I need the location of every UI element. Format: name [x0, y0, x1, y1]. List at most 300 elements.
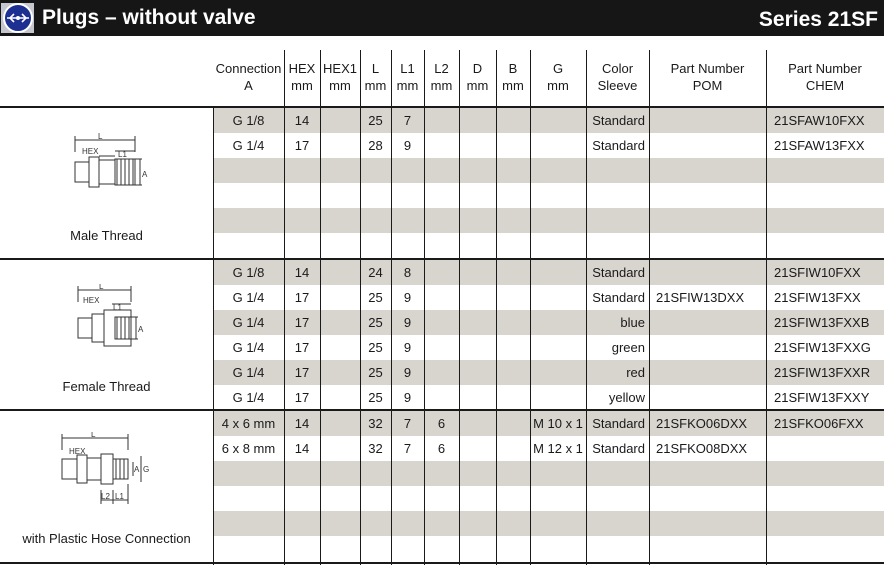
table-cell-l	[360, 183, 391, 208]
drawing-label-l: L	[99, 284, 104, 291]
column-header-line2: CHEM	[805, 78, 845, 93]
table-cell-b	[496, 360, 530, 385]
table-cell-part-number-chem: 21SFAW13FXX	[774, 138, 865, 153]
table-cell-d	[459, 183, 496, 208]
table-cell-color-sleeve	[586, 511, 649, 536]
table-cell-g: M 12 x 1	[533, 441, 583, 456]
table-cell-d	[459, 133, 496, 158]
column-divider	[766, 50, 767, 565]
column-header-g	[530, 60, 586, 94]
column-header-connection	[213, 60, 284, 94]
table-cell-part-number-chem	[766, 536, 884, 561]
table-cell-connection	[213, 536, 284, 561]
table-cell-color-sleeve	[586, 486, 649, 511]
table-cell-b	[496, 436, 530, 461]
table-cell-part-number-pom	[649, 158, 766, 183]
table-cell-hex	[284, 511, 320, 536]
table-cell-b	[496, 461, 530, 486]
table-cell-g: M 10 x 1	[533, 416, 583, 431]
table-cell-part-number-pom: 21SFKO06DXX	[656, 416, 748, 431]
column-divider	[530, 50, 531, 565]
group-label-female-thread: Female Thread	[62, 379, 151, 394]
table-cell-connection	[213, 183, 284, 208]
table-cell-l1: 9	[403, 138, 412, 153]
table-cell-part-number-chem: 21SFAW10FXX	[774, 113, 865, 128]
drawing-label-l: L	[91, 432, 96, 439]
column-divider	[459, 50, 460, 565]
column-header-line1: Color	[601, 61, 634, 76]
group-label-male-thread: Male Thread	[70, 228, 143, 243]
table-cell-hex1	[320, 411, 360, 436]
table-row	[213, 486, 884, 511]
table-cell-b	[496, 158, 530, 183]
table-cell-g	[530, 208, 586, 233]
table-cell-part-number-chem: 21SFIW13FXXB	[774, 315, 870, 330]
table-cell-color-sleeve	[586, 183, 649, 208]
drawing-label-l1: L1	[118, 150, 127, 159]
table-cell-part-number-chem	[766, 486, 884, 511]
column-header-line2: POM	[692, 78, 723, 93]
table-cell-color-sleeve: Standard	[592, 113, 645, 128]
table-cell-connection	[213, 208, 284, 233]
column-header-line1: Part Number	[670, 61, 745, 76]
table-row	[213, 360, 884, 385]
table-cell-l1: 9	[403, 390, 412, 405]
table-cell-part-number-pom	[649, 536, 766, 561]
column-header-color-sleeve	[586, 60, 649, 94]
table-cell-part-number-pom	[649, 511, 766, 536]
table-cell-b	[496, 108, 530, 133]
table-cell-l	[360, 208, 391, 233]
table-cell-b	[496, 486, 530, 511]
table-cell-color-sleeve	[586, 208, 649, 233]
table-cell-l1: 7	[403, 441, 412, 456]
column-header-line1: L	[371, 61, 380, 76]
table-cell-l1	[391, 536, 424, 561]
table-row	[213, 183, 884, 208]
table-cell-connection: G 1/4	[232, 365, 265, 380]
table-cell-hex	[284, 158, 320, 183]
table-cell-color-sleeve: Standard	[592, 138, 645, 153]
table-cell-connection: G 1/4	[232, 390, 265, 405]
drawing-label-l: L	[98, 132, 103, 141]
table-cell-g	[530, 233, 586, 258]
table-cell-l2	[424, 385, 459, 410]
table-cell-l2	[424, 183, 459, 208]
table-row	[213, 511, 884, 536]
table-cell-hex: 14	[294, 265, 310, 280]
column-divider	[424, 50, 425, 565]
drawing-label-a: A	[142, 170, 148, 179]
column-divider	[320, 50, 321, 565]
table-cell-l1: 9	[403, 340, 412, 355]
table-cell-d	[459, 310, 496, 335]
table-cell-connection	[213, 461, 284, 486]
table-cell-d	[459, 285, 496, 310]
table-cell-d	[459, 436, 496, 461]
table-cell-part-number-pom	[649, 360, 766, 385]
column-header-line2: mm	[502, 78, 524, 93]
table-cell-l2	[424, 133, 459, 158]
table-cell-part-number-chem	[766, 436, 884, 461]
table-cell-b	[496, 208, 530, 233]
table-cell-color-sleeve: yellow	[608, 390, 645, 405]
table-cell-l2	[424, 360, 459, 385]
table-cell-connection: 4 x 6 mm	[221, 416, 276, 431]
table-cell-part-number-pom	[649, 486, 766, 511]
table-cell-l2	[424, 511, 459, 536]
table-cell-l1	[391, 461, 424, 486]
table-cell-hex	[284, 208, 320, 233]
title-bar	[0, 0, 884, 36]
column-divider	[213, 108, 214, 565]
table-cell-g	[530, 285, 586, 310]
table-cell-color-sleeve: Standard	[592, 290, 645, 305]
table-cell-d	[459, 411, 496, 436]
table-cell-l2	[424, 335, 459, 360]
table-cell-l1: 9	[403, 365, 412, 380]
table-cell-l1: 9	[403, 290, 412, 305]
table-row	[213, 158, 884, 183]
table-row	[213, 208, 884, 233]
table-cell-b	[496, 385, 530, 410]
series-label: Series 21SF	[758, 8, 878, 31]
table-cell-l2: 6	[437, 416, 446, 431]
column-header-line2: mm	[547, 78, 569, 93]
table-cell-hex1	[320, 385, 360, 410]
table-cell-part-number-pom	[649, 260, 766, 285]
drawing-label-hex: HEX	[69, 447, 86, 456]
drawing-label-hex: HEX	[83, 296, 100, 305]
table-row	[213, 461, 884, 486]
table-cell-g	[530, 536, 586, 561]
table-cell-l: 32	[368, 416, 383, 431]
table-cell-hex1	[320, 335, 360, 360]
table-cell-hex	[284, 183, 320, 208]
group-divider	[0, 562, 884, 564]
table-cell-hex	[284, 233, 320, 258]
column-header-line1: Connection	[215, 61, 282, 76]
table-cell-g	[530, 108, 586, 133]
table-cell-d	[459, 158, 496, 183]
table-cell-color-sleeve	[586, 461, 649, 486]
table-cell-l: 25	[368, 290, 383, 305]
plastic-hose-plug-drawing	[55, 432, 155, 512]
table-cell-connection	[213, 486, 284, 511]
table-cell-d	[459, 536, 496, 561]
table-cell-hex: 17	[294, 365, 310, 380]
column-header-d	[459, 60, 496, 94]
table-cell-color-sleeve: blue	[620, 315, 645, 330]
column-header-line1: L1	[400, 61, 415, 76]
group-label-plastic-hose: with Plastic Hose Connection	[22, 531, 191, 546]
table-row	[213, 285, 884, 310]
table-row	[213, 260, 884, 285]
table-cell-connection	[213, 511, 284, 536]
table-cell-d	[459, 260, 496, 285]
table-cell-d	[459, 511, 496, 536]
table-cell-hex1	[320, 108, 360, 133]
table-cell-d	[459, 108, 496, 133]
table-cell-connection	[213, 158, 284, 183]
group-divider	[0, 258, 884, 260]
table-cell-part-number-pom	[649, 335, 766, 360]
table-cell-hex1	[320, 461, 360, 486]
table-cell-part-number-pom: 21SFIW13DXX	[656, 290, 745, 305]
table-cell-connection: G 1/4	[232, 290, 265, 305]
table-cell-l	[360, 233, 391, 258]
drawing-label-l2: L2	[101, 492, 110, 501]
table-cell-part-number-chem	[766, 511, 884, 536]
table-cell-part-number-chem	[766, 183, 884, 208]
coupling-icon	[1, 3, 34, 33]
table-cell-l: 24	[368, 265, 383, 280]
column-header-line1: HEX	[288, 61, 316, 76]
table-cell-b	[496, 536, 530, 561]
table-cell-hex1	[320, 183, 360, 208]
table-cell-color-sleeve	[586, 536, 649, 561]
table-cell-l2	[424, 461, 459, 486]
column-header-l1	[391, 60, 424, 94]
table-cell-l2	[424, 158, 459, 183]
drawing-label-g: G	[143, 465, 150, 474]
table-cell-g	[530, 461, 586, 486]
table-cell-hex: 17	[294, 290, 310, 305]
table-cell-part-number-chem: 21SFIW13FXXY	[774, 390, 870, 405]
table-cell-l2	[424, 310, 459, 335]
table-cell-l: 32	[368, 441, 383, 456]
table-cell-connection: G 1/8	[232, 113, 265, 128]
column-header-line2: mm	[329, 78, 351, 93]
table-cell-l: 25	[368, 315, 383, 330]
table-cell-color-sleeve: Standard	[592, 416, 645, 431]
table-cell-hex1	[320, 486, 360, 511]
table-cell-d	[459, 360, 496, 385]
table-cell-part-number-pom	[649, 233, 766, 258]
table-cell-l1	[391, 233, 424, 258]
column-header-line1: HEX1	[323, 61, 357, 76]
table-row	[213, 385, 884, 410]
table-cell-g	[530, 158, 586, 183]
table-cell-b	[496, 133, 530, 158]
table-cell-l1: 9	[403, 315, 412, 330]
table-cell-l1: 8	[403, 265, 412, 280]
column-header-line2: Sleeve	[597, 78, 638, 93]
column-header-line1: D	[472, 61, 483, 76]
table-cell-color-sleeve: green	[611, 340, 645, 355]
table-cell-g	[530, 486, 586, 511]
table-cell-g	[530, 133, 586, 158]
table-cell-l	[360, 158, 391, 183]
table-cell-connection: 6 x 8 mm	[221, 441, 276, 456]
table-cell-l	[360, 511, 391, 536]
table-cell-hex1	[320, 208, 360, 233]
table-cell-l2	[424, 285, 459, 310]
table-cell-hex1	[320, 260, 360, 285]
group-divider	[0, 409, 884, 411]
table-cell-hex1	[320, 158, 360, 183]
table-cell-l2	[424, 233, 459, 258]
table-cell-hex1	[320, 536, 360, 561]
table-cell-hex: 14	[294, 416, 310, 431]
table-cell-l: 25	[368, 365, 383, 380]
table-cell-part-number-chem	[766, 208, 884, 233]
table-cell-part-number-pom	[649, 133, 766, 158]
table-cell-hex1	[320, 436, 360, 461]
table-cell-b	[496, 411, 530, 436]
table-cell-hex1	[320, 310, 360, 335]
table-cell-part-number-chem	[766, 461, 884, 486]
column-header-line2: mm	[466, 78, 489, 93]
column-header-line2: A	[244, 78, 253, 93]
column-header-line1: Part Number	[788, 61, 862, 76]
table-cell-color-sleeve	[586, 233, 649, 258]
table-cell-l2: 6	[437, 441, 446, 456]
column-divider	[284, 50, 285, 565]
column-header-line2: mm	[430, 78, 453, 93]
table-cell-l: 25	[368, 340, 383, 355]
table-cell-color-sleeve	[586, 158, 649, 183]
column-header-line2: mm	[291, 78, 313, 93]
drawing-label-l1: L1	[113, 303, 122, 312]
drawing-label-a: A	[138, 325, 144, 334]
table-cell-g	[530, 360, 586, 385]
table-row	[213, 335, 884, 360]
column-divider	[586, 50, 587, 565]
table-cell-connection: G 1/8	[232, 265, 265, 280]
table-cell-d	[459, 461, 496, 486]
column-header-part-number-pom	[649, 60, 766, 94]
table-cell-color-sleeve: Standard	[592, 265, 645, 280]
table-cell-hex	[284, 461, 320, 486]
table-cell-l: 25	[368, 390, 383, 405]
table-cell-hex1	[320, 511, 360, 536]
table-cell-part-number-pom	[649, 183, 766, 208]
table-cell-hex1	[320, 133, 360, 158]
table-cell-b	[496, 233, 530, 258]
table-cell-part-number-pom	[649, 108, 766, 133]
table-row	[213, 536, 884, 561]
table-cell-l	[360, 486, 391, 511]
table-row	[213, 436, 884, 461]
column-divider	[360, 50, 361, 565]
table-cell-l2	[424, 108, 459, 133]
table-cell-l: 25	[368, 113, 383, 128]
table-cell-l2	[424, 208, 459, 233]
table-cell-l1	[391, 208, 424, 233]
table-cell-color-sleeve: Standard	[592, 441, 645, 456]
column-header-line2: mm	[396, 78, 419, 93]
table-cell-b	[496, 511, 530, 536]
table-row	[213, 233, 884, 258]
table-cell-part-number-pom: 21SFKO08DXX	[656, 441, 748, 456]
column-header-line1: B	[508, 61, 518, 76]
table-cell-g	[530, 335, 586, 360]
table-cell-l	[360, 461, 391, 486]
table-row	[213, 133, 884, 158]
table-cell-b	[496, 183, 530, 208]
column-header-line2: mm	[364, 78, 387, 93]
column-header-part-number-chem	[766, 60, 884, 94]
table-cell-l1: 7	[403, 113, 412, 128]
column-header-line1: L2	[434, 61, 449, 76]
table-cell-hex1	[320, 233, 360, 258]
column-divider	[496, 50, 497, 565]
table-cell-b	[496, 335, 530, 360]
table-cell-part-number-chem	[766, 158, 884, 183]
drawing-label-hex: HEX	[82, 147, 99, 156]
table-cell-hex: 17	[294, 340, 310, 355]
table-cell-d	[459, 335, 496, 360]
table-cell-hex: 17	[294, 315, 310, 330]
table-cell-hex: 14	[294, 441, 310, 456]
table-cell-b	[496, 285, 530, 310]
table-row	[213, 411, 884, 436]
table-cell-part-number-chem: 21SFIW13FXXR	[774, 365, 871, 380]
table-cell-hex1	[320, 360, 360, 385]
group-divider	[0, 106, 884, 108]
table-cell-part-number-pom	[649, 310, 766, 335]
table-cell-d	[459, 385, 496, 410]
table-cell-g	[530, 310, 586, 335]
table-cell-g	[530, 260, 586, 285]
table-cell-part-number-pom	[649, 385, 766, 410]
table-cell-d	[459, 208, 496, 233]
table-cell-hex1	[320, 285, 360, 310]
table-cell-g	[530, 511, 586, 536]
table-cell-l1	[391, 158, 424, 183]
table-cell-g	[530, 183, 586, 208]
drawing-label-l1: L1	[115, 492, 124, 501]
table-cell-l1: 7	[403, 416, 412, 431]
table-cell-l2	[424, 260, 459, 285]
table-cell-l	[360, 536, 391, 561]
table-cell-connection: G 1/4	[232, 138, 265, 153]
table-cell-d	[459, 233, 496, 258]
table-cell-l1	[391, 511, 424, 536]
drawing-label-a: A	[134, 465, 140, 474]
table-cell-l1	[391, 486, 424, 511]
table-cell-part-number-chem: 21SFIW13FXX	[774, 290, 861, 305]
table-row	[213, 310, 884, 335]
table-cell-g	[530, 385, 586, 410]
column-header-hex1	[320, 60, 360, 94]
table-cell-part-number-chem: 21SFIW13FXXG	[774, 340, 871, 355]
male-thread-plug-drawing	[60, 132, 150, 202]
table-cell-d	[459, 486, 496, 511]
table-cell-connection: G 1/4	[232, 340, 265, 355]
table-cell-l1	[391, 183, 424, 208]
table-row	[213, 108, 884, 133]
table-cell-l: 28	[368, 138, 383, 153]
column-divider	[391, 50, 392, 565]
female-thread-plug-drawing	[65, 284, 150, 356]
table-cell-part-number-pom	[649, 461, 766, 486]
table-cell-hex: 17	[294, 390, 310, 405]
table-cell-hex: 17	[294, 138, 310, 153]
table-cell-color-sleeve: red	[626, 365, 645, 380]
table-cell-b	[496, 310, 530, 335]
table-cell-hex	[284, 486, 320, 511]
table-cell-connection	[213, 233, 284, 258]
column-header-b	[496, 60, 530, 94]
column-header-l	[360, 60, 391, 94]
page-title: Plugs – without valve	[42, 6, 256, 29]
table-cell-part-number-chem: 21SFIW10FXX	[774, 265, 861, 280]
table-cell-part-number-pom	[649, 208, 766, 233]
table-cell-hex: 14	[294, 113, 310, 128]
column-header-hex	[284, 60, 320, 94]
